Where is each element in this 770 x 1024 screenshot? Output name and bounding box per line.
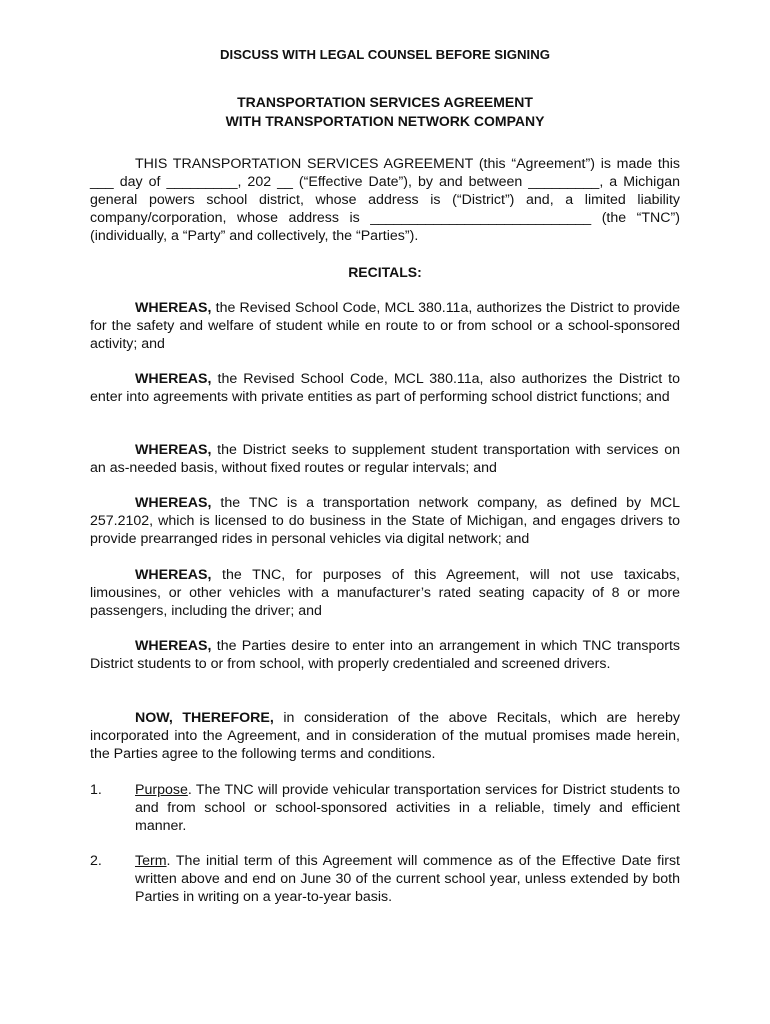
recital-text: the Revised School Code, MCL 380.11a, also authorizes the District to enter into agreements with private entities as part of performing school district functions; and: [90, 371, 680, 405]
recitals-heading: RECITALS:: [348, 264, 422, 280]
section-heading: Term: [135, 853, 167, 869]
section-1-purpose: [90, 781, 680, 835]
legal-counsel-note: DISCUSS WITH LEGAL COUNSEL BEFORE SIGNING: [220, 47, 550, 62]
section-number: 1.: [90, 782, 102, 798]
recital-lead: WHEREAS,: [135, 567, 212, 583]
recital-lead: WHEREAS,: [135, 442, 212, 458]
recital-1: [90, 299, 680, 353]
recital-text: the Parties desire to enter into an arrangement in which TNC transports District students to or from school, with properly credentialed and screened drivers.: [90, 638, 680, 672]
recital-lead: NOW, THEREFORE,: [135, 710, 274, 726]
recital-5: [90, 566, 680, 620]
section-text: . The initial term of this Agreement will commence as of the Effective Date first written above and end on June 30 of the current school year, unless extended by both Parties in writing on a year-to-year basis.: [135, 853, 680, 905]
section-body: [135, 781, 680, 835]
recital-lead: WHEREAS,: [135, 495, 212, 511]
title-line-2: WITH TRANSPORTATION NETWORK COMPANY: [225, 113, 545, 129]
recital-text: the TNC, for purposes of this Agreement, will not use taxicabs, limousines, or other vehicles with a manufacturer’s rated seating capacity of 8 or more passengers, including the driver; and: [90, 567, 680, 619]
document-title: [0, 93, 770, 131]
section-heading: Purpose: [135, 782, 188, 798]
recital-lead: WHEREAS,: [135, 371, 212, 387]
section-text: . The TNC will provide vehicular transportation services for District students to and from school or school-sponsored activities in a reliable, timely and efficient manner.: [135, 782, 680, 834]
recital-text: the Revised School Code, MCL 380.11a, authorizes the District to provide for the safety and welfare of student while en route to or from school or a school-sponsored activity; and: [90, 300, 680, 352]
recital-4: [90, 494, 680, 548]
title-line-1: TRANSPORTATION SERVICES AGREEMENT: [237, 94, 533, 110]
recital-2: [90, 370, 680, 406]
recital-lead: WHEREAS,: [135, 300, 212, 316]
recital-3: [90, 441, 680, 477]
intro-paragraph: THIS TRANSPORTATION SERVICES AGREEMENT (this “Agreement”) is made this ___ day of _________, 202 __ (“Effective Date”), by and between _________, a Michigan general powers school district, whose address is (“District”) and, a limited liability company/corporation, whose address is ____________________________ (the “TNC”) (individually, a “Party” and collectively, the “Parties”).: [90, 156, 680, 244]
section-number: 2.: [90, 853, 102, 869]
recital-text: the District seeks to supplement student transportation with services on an as-needed basis, without fixed routes or regular intervals; and: [90, 442, 680, 476]
recital-text: the TNC is a transportation network company, as defined by MCL 257.2102, which is licensed to do business in the State of Michigan, and engages drivers to provide prearranged rides in personal vehicles via digital network; and: [90, 495, 680, 547]
recital-text: in consideration of the above Recitals, which are hereby incorporated into the Agreement, and in consideration of the mutual promises made herein, the Parties agree to the following terms and conditions.: [90, 710, 680, 762]
section-2-term: [90, 852, 680, 906]
now-therefore-paragraph: [90, 709, 680, 763]
recital-lead: WHEREAS,: [135, 638, 212, 654]
recital-6: [90, 637, 680, 673]
section-body: [135, 852, 680, 906]
